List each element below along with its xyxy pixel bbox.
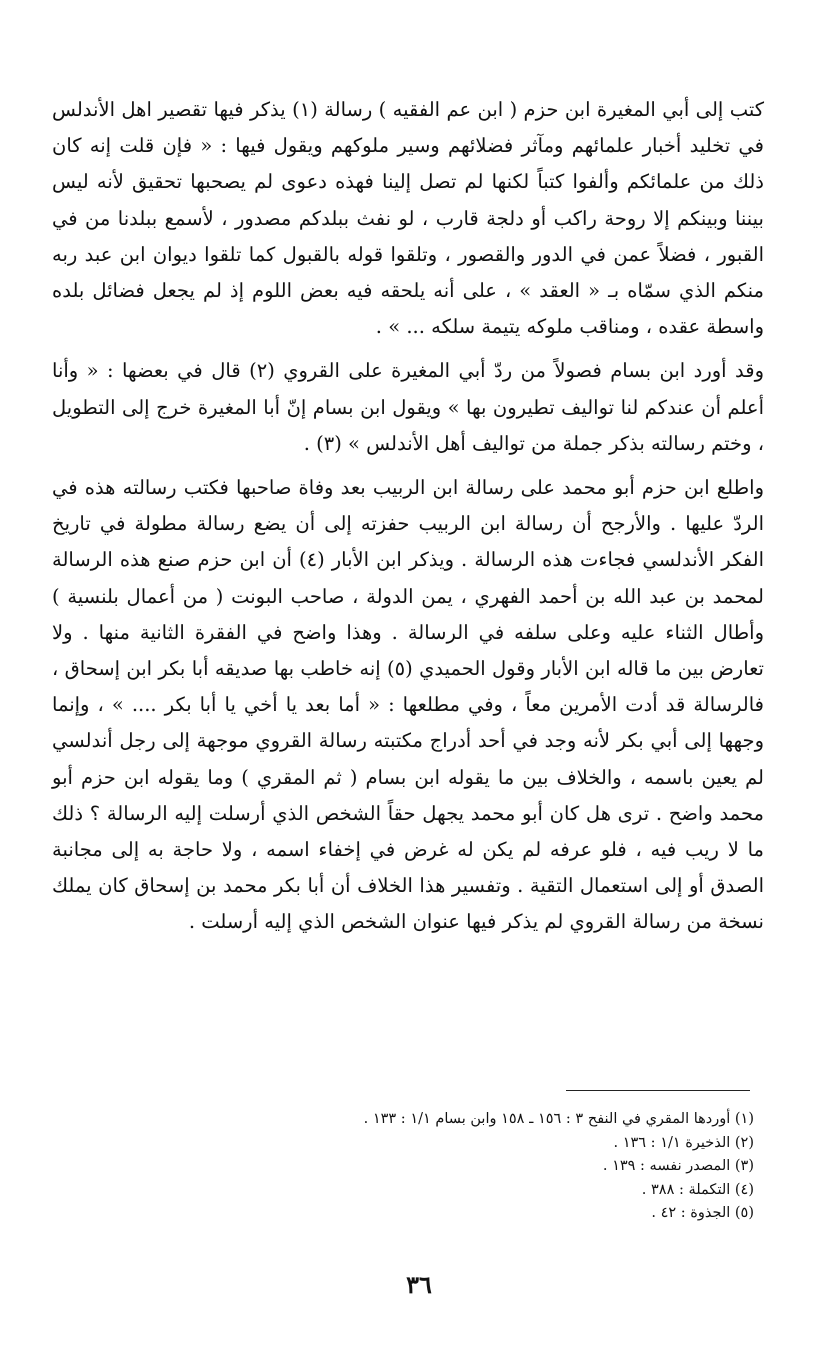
- paragraph-1: كتب إلى أبي المغيرة ابن حزم ( ابن عم الفقيه ) رسالة (١) يذكر فيها تقصير اهل الأندلس في تخليد أخبار علمائهم ومآثر فضلائهم وسير ملوكهم ويقول فيها : « فإن قلت إنه كان ذلك من علمائكم وألفوا كتباً لكنها لم تصل إلينا فهذه دعوى لم يصحبها تحقيق لأنه ليس بيننا وبينكم إلا روحة راكب أو دلجة قارب ، لو نفث ببلدكم مصدور ، لأسمع ببلدنا من في القبور ، فضلاً عمن في الدور والقصور ، وتلقوا قوله بالقبول كما تلقوا ديوان ابن عبد ربه منكم الذي سمّاه بـ « العقد » ، على أنه يلحقه فيه بعض اللوم إذ لم يجعل فضائل بلده واسطة عقده ، ومناقب ملوكه يتيمة سلكه ... » .: [52, 98, 765, 339]
- footnote-separator: [566, 1090, 750, 1091]
- footnote-3: (٣) المصدر نفسه : ١٣٩ .: [602, 1158, 754, 1174]
- footnotes-list: [294, 1108, 754, 1226]
- page-number: ٣٦: [406, 1270, 432, 1299]
- footnote-5: (٥) الجذوة : ٤٢ .: [651, 1205, 754, 1221]
- paragraph-3: واطلع ابن حزم أبو محمد على رسالة ابن الربيب بعد وفاة صاحبها فكتب رسالته هذه في الردّ عليها . والأرجح أن رسالة ابن الربيب حفزته إلى أن يضع رسالة مطولة في تاريخ الفكر الأندلسي فجاءت هذه الرسالة . ويذكر ابن الأبار (٤) أن ابن حزم صنع هذه الرسالة لمحمد بن عبد الله بن أحمد الفهري ، يمن الدولة ، صاحب البونت ( من أعمال بلنسية ) وأطال الثناء عليه وعلى سلفه في الرسالة . وهذا واضح في الفقرة الثانية منها . ولا تعارض بين ما قاله ابن الأبار وقول الحميدي (٥) إنه خاطب بها صديقه أبا بكر ابن إسحاق ، فالرسالة قد أدت الأمرين معاً ، وفي مطلعها : « أما بعد يا أخي يا أبا بكر .... » ، وإنما وجهها إلى أبي بكر لأنه وجد في أحد أدراج مكتبته رسالة القروي موجهة إلى رجل أندلسي لم يعين باسمه ، والخلاف بين ما يقوله ابن بسام ( ثم المقري ) وما يقوله ابن حزم أبو محمد واضح . ترى هل كان أبو محمد يجهل حقاً الشخص الذي أرسلت إليه الرسالة ؟ ذلك ما لا ريب فيه ، فلو عرفه لم يكن له غرض في إخفاء اسمه ، ولا حاجة به إلى مجانبة الصدق أو إلى استعمال التقية . وتفسير هذا الخلاف أن أبا بكر محمد بن إسحاق كان يملك نسخة من رسالة القروي لم يذكر فيها عنوان الشخص الذي إليه أرسلت .: [52, 476, 764, 934]
- footnote-2: (٢) الذخيرة ١/١ : ١٣٦ .: [613, 1134, 754, 1151]
- footnote-1: (١) أوردها المقري في النفح ٣ : ١٥٦ ـ ١٥٨ وابن بسام ١/١ : ١٣٣ .: [363, 1111, 754, 1127]
- paragraph-2: وقد أورد ابن بسام فصولاً من ردّ أبي المغيرة على القروي (٢) قال في بعضها : « وأنا أعلم أن عندكم لنا تواليف تطيرون بها » ويقول ابن بسام إنّ أبا المغيرة خرج إلى التطويل ، وختم رسالته بذكر جملة من تواليف أهل الأندلس » (٣) .: [52, 359, 765, 455]
- footnote-4: (٤) التكملة : ٣٨٨ .: [641, 1181, 754, 1198]
- main-text: [52, 92, 764, 941]
